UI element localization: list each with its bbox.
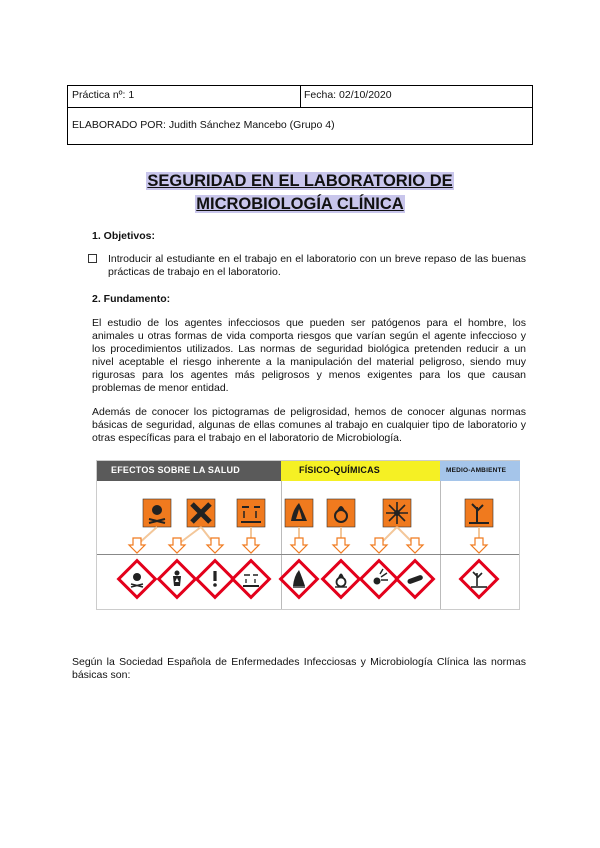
page-title bbox=[100, 170, 500, 216]
corrosive-old-icon bbox=[237, 499, 265, 527]
fundamento-paragraph-2: Además de conocer los pictogramas de peligrosidad, hemos de conocer algunas normas básicas de seguridad, algunas de ellas comunes al trabajo en cualquier tipo de laboratorio y otras específicas para el trabajo en el laboratorio de Microbiología. bbox=[92, 406, 526, 444]
label-fisico-quimicas: FÍSICO-QUÍMICAS bbox=[299, 465, 380, 475]
ghs-corrosive-icon bbox=[233, 561, 270, 598]
skull-old-icon bbox=[143, 499, 171, 527]
label-efectos-salud: EFECTOS SOBRE LA SALUD bbox=[111, 465, 240, 475]
label-medio-ambiente: MEDIO-AMBIENTE bbox=[446, 467, 507, 474]
objetivos-bullet-text: Introducir al estudiante en el trabajo en el laboratorio con un breve repaso de las buenas prácticas de trabajo en el laboratorio. bbox=[108, 253, 526, 278]
ghs-health-hazard-icon bbox=[159, 561, 196, 598]
ghs-gas-cylinder-icon bbox=[397, 561, 434, 598]
pictogram-drawing bbox=[97, 461, 521, 611]
explosive-old-icon bbox=[285, 499, 313, 527]
header-row-1 bbox=[68, 86, 532, 108]
ghs-oxidizer-icon bbox=[323, 561, 360, 598]
header-divider bbox=[300, 86, 301, 107]
hazard-pictograms-figure bbox=[96, 460, 520, 610]
header-table bbox=[67, 85, 533, 145]
title-line-2: MICROBIOLOGÍA CLÍNICA bbox=[196, 195, 404, 213]
harmful-x-old-icon bbox=[187, 499, 215, 527]
ghs-explosive-icon bbox=[361, 561, 398, 598]
environment-old-icon bbox=[465, 499, 493, 527]
fundamento-paragraph-1: El estudio de los agentes infecciosos que pueden ser patógenos para el hombre, los animales u otras formas de vida comporta riesgos que varían según el agente infeccioso y los procedimientos utilizados. Las normas de seguridad biológica pretenden reducir a un nivel aceptable el riesgo inherente a la manipulación del material peligroso, siendo muy rigurosas para los agentes más peligrosos y menos exigentes para los que causan problemas de menor entidad. bbox=[92, 317, 526, 394]
oxidizing-old-icon bbox=[327, 499, 355, 527]
fundamento-heading: 2. Fundamento: bbox=[92, 293, 171, 305]
arrow-icon bbox=[207, 538, 223, 553]
closing-paragraph: Según la Sociedad Española de Enfermedades Infecciosas y Microbiología Clínica las normas básicas son: bbox=[72, 656, 526, 681]
ghs-exclamation-icon bbox=[197, 561, 234, 598]
arrow-icon bbox=[291, 538, 307, 553]
ghs-skull-icon bbox=[119, 561, 156, 598]
arrow-icon bbox=[333, 538, 349, 553]
ghs-flame-icon bbox=[281, 561, 318, 598]
bullet-box-icon bbox=[88, 254, 97, 263]
arrow-icon bbox=[471, 538, 487, 553]
objetivos-heading: 1. Objetivos: bbox=[92, 230, 156, 242]
title-line-1: SEGURIDAD EN EL LABORATORIO DE bbox=[147, 172, 453, 190]
practica-date: Fecha: 02/10/2020 bbox=[304, 89, 392, 101]
arrow-icon bbox=[243, 538, 259, 553]
practica-number: Práctica nº: 1 bbox=[72, 89, 135, 101]
explosion-old-icon bbox=[383, 499, 411, 527]
ghs-environment-icon bbox=[461, 561, 498, 598]
author-line: ELABORADO POR: Judith Sánchez Mancebo (Grupo 4) bbox=[72, 119, 335, 131]
